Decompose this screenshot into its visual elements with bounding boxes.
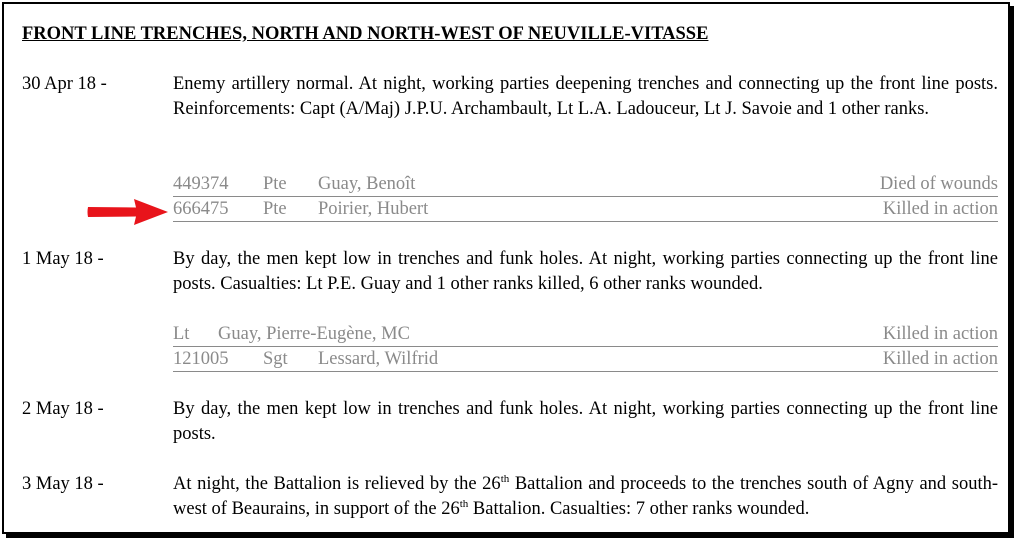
entry-text-part: Battalion and proceeds to the trenches south of Agny and south-west of Beaurains, in support of the 26: [173, 474, 999, 519]
entry-text-part: At night, the Battalion is relieved by the 26: [173, 474, 501, 494]
right-arrow-icon: [86, 198, 170, 226]
casualty-rank: Lt: [173, 324, 190, 344]
casualty-number: 449374: [173, 174, 229, 194]
casualty-row: [173, 197, 998, 222]
casualty-rank: Pte: [263, 199, 287, 219]
entry-text-part: Battalion. Casualties: 7 other ranks wounded.: [468, 499, 810, 519]
ordinal-suffix: th: [459, 497, 469, 510]
casualty-number: 666475: [173, 199, 229, 219]
casualty-name: Guay, Pierre-Eugène, MC: [218, 324, 410, 344]
casualty-rank: Sgt: [263, 349, 288, 369]
casualty-status: Killed in action: [882, 199, 998, 219]
casualty-rank: Pte: [263, 174, 287, 194]
casualty-row: [173, 347, 998, 372]
entry-date: 2 May 18 -: [22, 399, 104, 419]
entry-text: By day, the men kept low in trenches and funk holes. At night, working parties connecting up the front line posts.: [173, 399, 998, 444]
casualty-status: Died of wounds: [879, 174, 998, 194]
casualty-name: Poirier, Hubert: [318, 199, 429, 219]
ordinal-suffix: th: [500, 472, 510, 485]
entry-text: [173, 472, 998, 522]
casualty-name: Guay, Benoît: [318, 174, 416, 194]
arrow-shape: [88, 199, 169, 225]
casualty-status: Killed in action: [882, 324, 998, 344]
entry-date: 3 May 18 -: [22, 474, 104, 494]
casualty-row: [173, 322, 998, 347]
casualty-status: Killed in action: [882, 349, 998, 369]
entry-date: 1 May 18 -: [22, 249, 104, 269]
casualty-name: Lessard, Wilfrid: [318, 349, 439, 369]
page-title: FRONT LINE TRENCHES, NORTH AND NORTH-WEST OF NEUVILLE-VITASSE: [22, 24, 709, 44]
entry-date: 30 Apr 18 -: [22, 74, 107, 94]
document-frame: [2, 2, 1010, 534]
entry-text: By day, the men kept low in trenches and funk holes. At night, working parties connecting up the front line posts. Casualties: Lt P.E. Guay and 1 other ranks killed, 6 other ranks wounded.: [173, 249, 998, 294]
entry-text: Enemy artillery normal. At night, working parties deepening trenches and connecting up the front line posts. Reinforcements: Capt (A/Maj) J.P.U. Archambault, Lt L.A. Ladouceur, Lt J. Savoie and 1 other ranks.: [173, 74, 998, 119]
casualty-row: [173, 172, 998, 197]
casualty-number: 121005: [173, 349, 229, 369]
